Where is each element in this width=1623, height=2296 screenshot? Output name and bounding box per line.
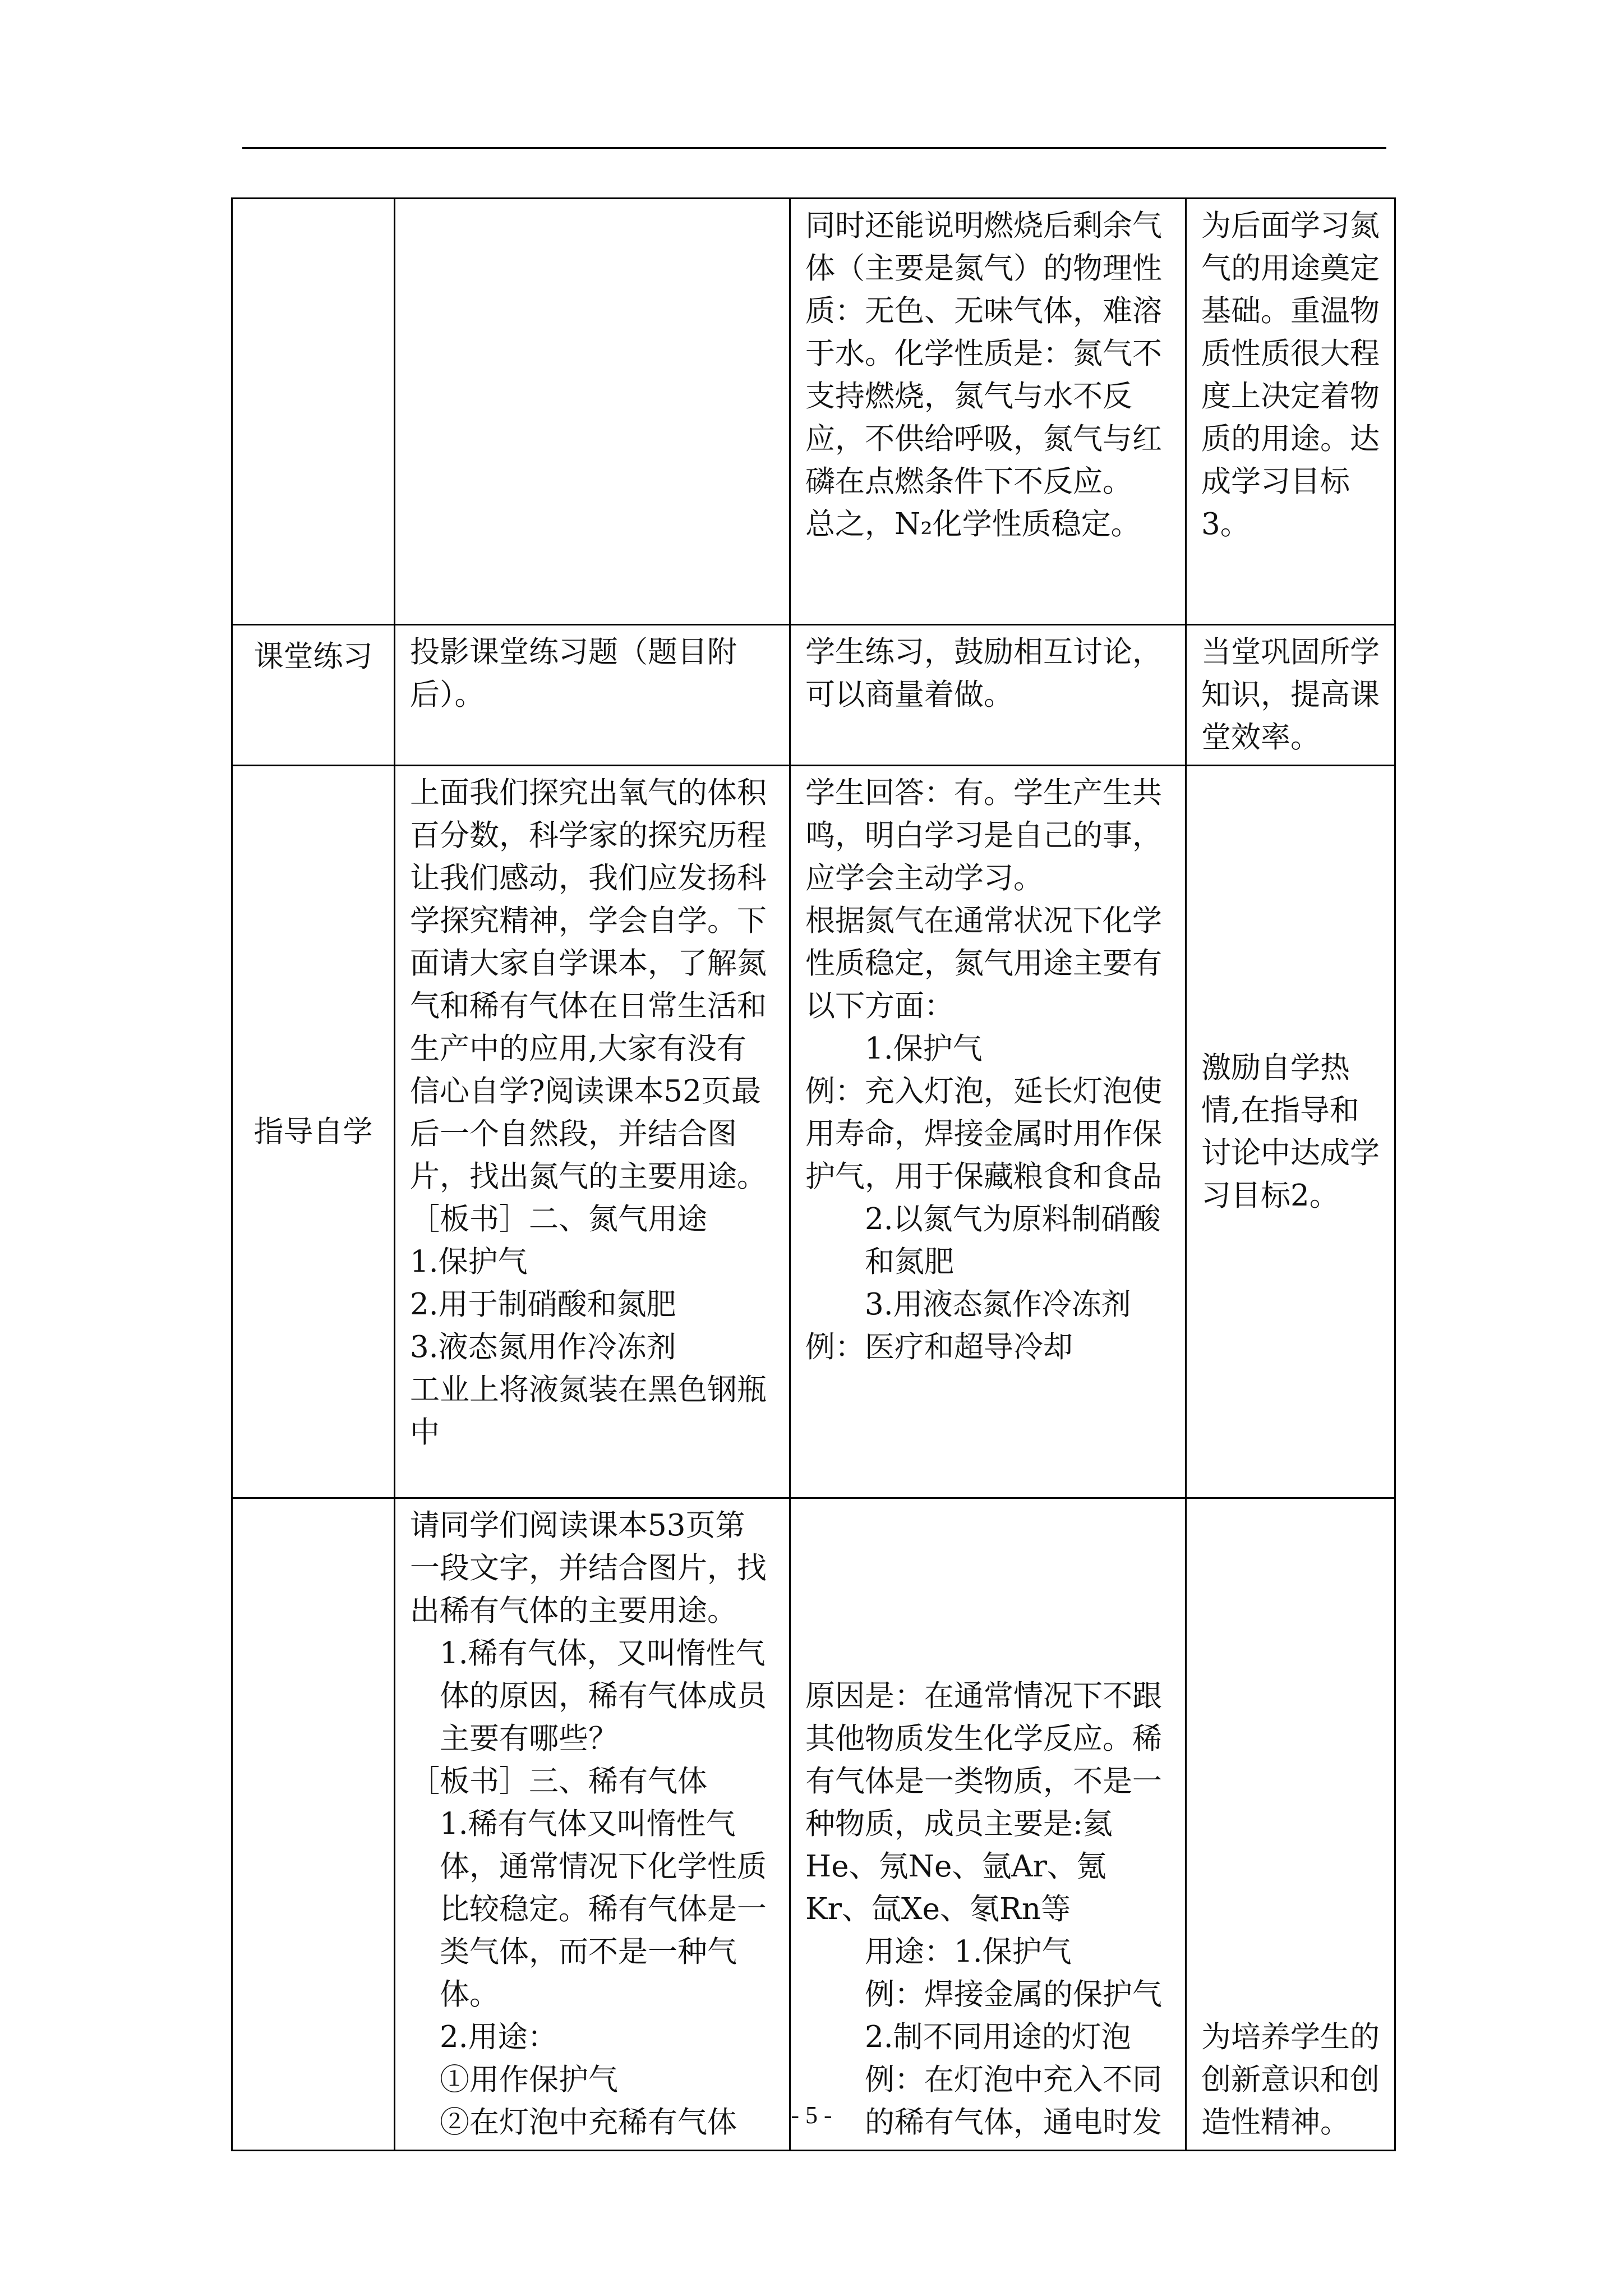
stage-label-cell	[232, 1498, 395, 2151]
intent-text: 激励自学热情,在指导和讨论中达成学习目标2。	[1201, 1050, 1380, 1213]
student-text: 2.以氮气为原料制硝酸和氮肥	[865, 1202, 1161, 1279]
design-intent-cell	[1186, 625, 1395, 766]
student-text: 例：充入灯泡，延长灯泡使用寿命，焊接金属时用作保护气，用于保藏粮食和食品	[805, 1074, 1162, 1194]
teacher-text: 1.稀有气体又叫惰性气体，通常情况下化学性质比较稳定。稀有气体是一类气体，而不是一种气体。	[440, 1807, 767, 2012]
student-text: 1.保护气	[865, 1032, 983, 1066]
teacher-text: ②在灯泡中充稀有气体	[440, 2105, 737, 2139]
student-activity-cell	[790, 1498, 1186, 2151]
stage-label-cell: 指导自学	[232, 766, 395, 1498]
teacher-text: 投影课堂练习题（题目附后）。	[410, 635, 737, 712]
student-text: 3.用液态氮作冷冻剂	[865, 1287, 1131, 1322]
intent-text: 为培养学生的创新意识和创造性精神。	[1201, 2020, 1380, 2139]
student-activity-cell	[790, 199, 1186, 625]
teacher-text: 2.用于制硝酸和氮肥	[410, 1287, 676, 1322]
teacher-text: 2.用途：	[440, 2020, 557, 2054]
teacher-text: 上面我们探究出氧气的体积百分数，科学家的探究历程让我们感动，我们应发扬科学探究精神，学会自学。下面请大家自学课本，了解氮气和稀有气体在日常生活和生产中的应用,大家有没有信心自学?阅读课本52页最后一个自然段，并结合图片，找出氮气的主要用途。	[410, 776, 767, 1194]
teacher-text: ①用作保护气	[440, 2063, 618, 2097]
stage-label-cell: 课堂练习	[232, 625, 395, 766]
teacher-text: 3.液态氮用作冷冻剂	[410, 1330, 676, 1364]
student-activity-cell	[790, 766, 1186, 1498]
design-intent-cell	[1186, 1498, 1395, 2151]
intent-text: 为后面学习氮气的用途奠定基础。重温物质性质很大程度上决定着物质的用途。达成学习目标3。	[1201, 209, 1380, 541]
student-text: 学生练习，鼓励相互讨论，可以商量着做。	[805, 635, 1162, 712]
student-text: 例：焊接金属的保护气	[865, 1977, 1162, 2012]
student-text: 学生回答：有。学生产生共鸣，明白学习是自己的事，应学会主动学习。	[805, 776, 1162, 895]
student-text: 原因是：在通常情况下不跟其他物质发生化学反应。稀有气体是一类物质，不是一种物质，成员主要是:氦He、氖Ne、氩Ar、氪Kr、氙Xe、氡Rn等	[805, 1679, 1162, 1926]
table-row	[232, 1498, 1395, 2151]
teacher-activity-cell	[395, 625, 790, 766]
table-row	[232, 199, 1395, 625]
teacher-text: 请同学们阅读课本53页第一段文字，并结合图片，找出稀有气体的主要用途。	[410, 1508, 767, 1628]
teacher-text: 工业上将液氮装在黑色钢瓶中	[410, 1373, 767, 1450]
blackboard-heading: ［板书］三、稀有气体	[410, 1764, 707, 1798]
student-text: 同时还能说明燃烧后剩余气体（主要是氮气）的物理性质：无色、无味气体，难溶于水。化学性质是：氮气不支持燃烧，氮气与水不反应，不供给呼吸，氮气与红磷在点燃条件下不反应。	[805, 209, 1162, 499]
teacher-activity-cell	[395, 1498, 790, 2151]
teacher-text: 1.保护气	[410, 1245, 528, 1279]
lesson-plan-table	[231, 197, 1396, 2151]
teacher-activity-cell	[395, 766, 790, 1498]
table-row	[232, 766, 1395, 1498]
table-row	[232, 625, 1395, 766]
intent-text: 当堂巩固所学知识，提高课堂效率。	[1201, 635, 1380, 754]
student-text: 总之，N₂化学性质稳定。	[805, 507, 1141, 541]
blackboard-heading: ［板书］二、氮气用途	[410, 1202, 707, 1236]
student-text: 根据氮气在通常状况下化学性质稳定，氮气用途主要有以下方面：	[805, 904, 1162, 1023]
student-text: 例：医疗和超导冷却	[805, 1330, 1073, 1364]
student-text: 2.制不同用途的灯泡	[865, 2020, 1131, 2054]
header-rule	[242, 147, 1386, 149]
page-number: - 5 -	[791, 2101, 832, 2129]
student-text: 例：在灯泡中充入不同的稀有气体，通电时发	[865, 2063, 1162, 2139]
teacher-text: 1.稀有气体，又叫惰性气体的原因，稀有气体成员主要有哪些？	[440, 1636, 767, 1756]
design-intent-cell	[1186, 766, 1395, 1498]
stage-label-cell	[232, 199, 395, 625]
student-activity-cell	[790, 625, 1186, 766]
student-text: 用途：1.保护气	[865, 1935, 1072, 1969]
teacher-activity-cell	[395, 199, 790, 625]
design-intent-cell	[1186, 199, 1395, 625]
